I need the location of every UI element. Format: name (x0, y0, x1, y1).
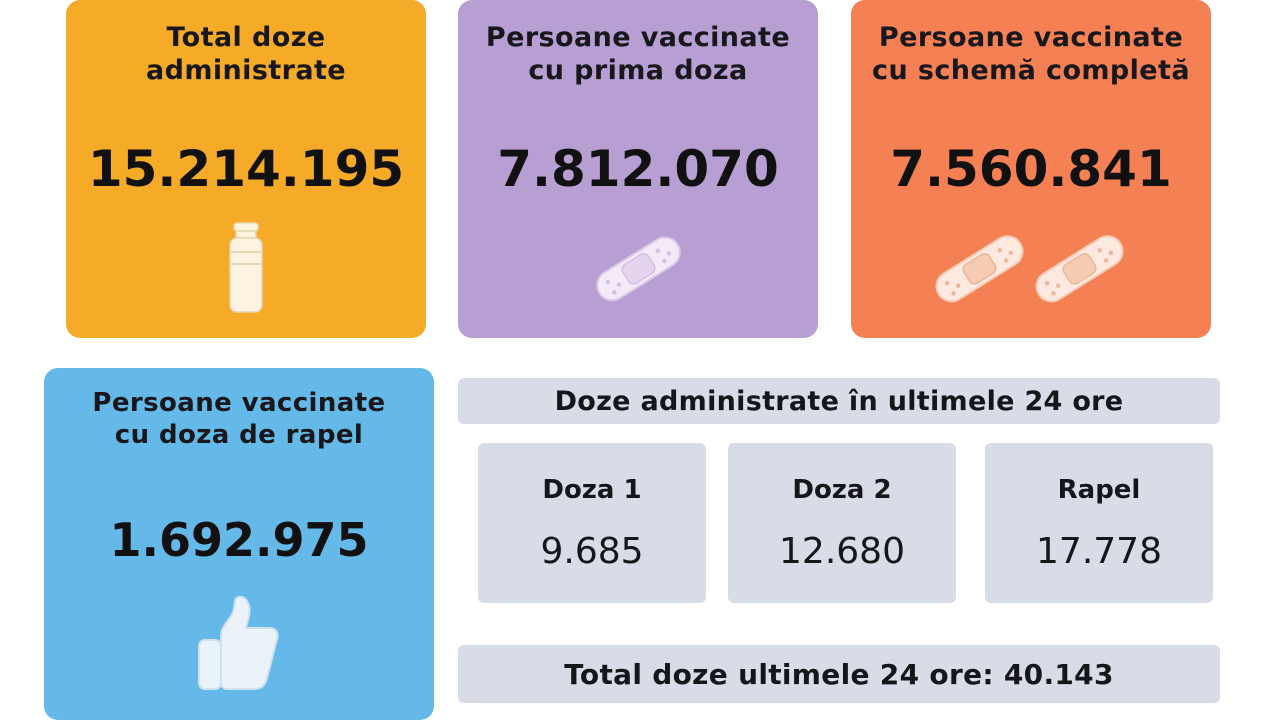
last-24h-total-text: Total doze ultimele 24 ore: 40.143 (564, 657, 1114, 691)
card-first-dose-title-line2: cu prima doza (528, 54, 748, 86)
dose-box-doza-2-label: Doza 2 (792, 474, 892, 505)
card-total-doses (66, 0, 426, 338)
card-full-scheme (851, 0, 1211, 338)
card-total-doses-title-line2: administrate (146, 54, 346, 86)
card-first-dose-icon-wrap (458, 198, 818, 338)
dose-box-doza-1 (478, 443, 706, 603)
card-total-doses-title-line1: Total doze (166, 22, 326, 53)
dose-box-doza-2 (728, 443, 956, 603)
card-full-scheme-icon-wrap (851, 198, 1211, 338)
card-total-doses-title (146, 22, 346, 88)
card-first-dose-title-line1: Persoane vaccinate (485, 22, 791, 53)
card-booster-dose-value: 1.692.975 (109, 513, 369, 568)
card-full-scheme-title-line1: Persoane vaccinate (878, 22, 1184, 53)
dose-box-doza-1-label: Doza 1 (542, 474, 642, 505)
dose-box-doza-2-value: 12.680 (779, 530, 905, 572)
card-first-dose-title (486, 22, 790, 88)
card-total-doses-value: 15.214.195 (87, 139, 405, 198)
double-bandage-icon (921, 225, 1141, 311)
bandage-icon (578, 228, 698, 308)
card-booster-dose-title-line1: Persoane vaccinate (92, 388, 386, 418)
dose-box-rapel-label: Rapel (1057, 474, 1141, 505)
card-booster-dose-title (92, 388, 385, 451)
last-24h-total (458, 645, 1220, 703)
card-booster-dose-title-line2: cu doza de rapel (114, 419, 364, 450)
card-booster-dose-icon-wrap (44, 567, 434, 720)
dose-box-doza-1-value: 9.685 (540, 530, 644, 572)
card-total-doses-icon-wrap (66, 198, 426, 338)
card-booster-dose (44, 368, 434, 720)
last-24h-header (458, 378, 1220, 424)
last-24h-header-text: Doze administrate în ultimele 24 ore (554, 385, 1124, 417)
card-full-scheme-value: 7.560.841 (890, 139, 1172, 198)
dose-box-rapel-value: 17.778 (1036, 530, 1162, 572)
card-first-dose-value: 7.812.070 (497, 139, 779, 198)
thumbs-up-icon (191, 592, 287, 696)
dose-box-rapel (985, 443, 1213, 603)
card-full-scheme-title (872, 22, 1190, 88)
card-full-scheme-title-line2: cu schemă completă (872, 54, 1190, 86)
card-first-dose (458, 0, 818, 338)
vaccine-vial-icon (216, 220, 276, 316)
